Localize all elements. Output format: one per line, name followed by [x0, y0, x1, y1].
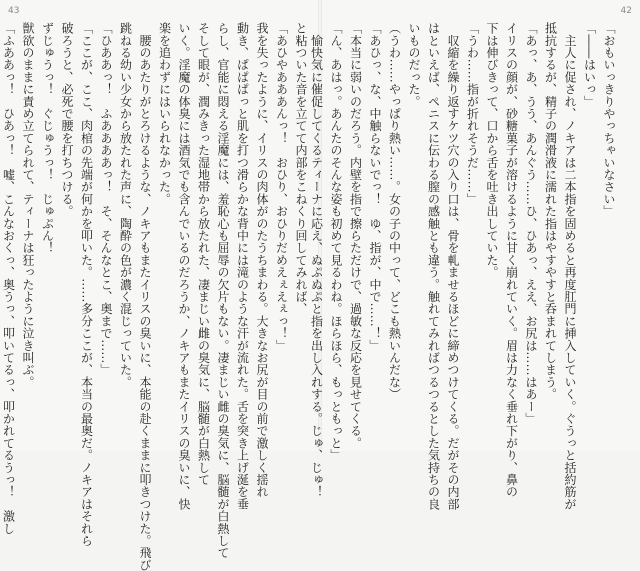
left-page-text	[1, 22, 310, 571]
text-line: 愉快気に催促してくるティーナに応え、ぬぷぬぷと指を出し入れする。じゅ、じゅ！	[309, 22, 324, 498]
text-line: 「あひやあああんっ！ おひり、おひりだめえぇえぇっ！」	[274, 22, 289, 352]
text-line: 「おもいっきりやっちゃいなさい」	[602, 22, 616, 218]
text-line: 腰のあたりがとろけるような、ノキアもまたイリスの臭いに、本能の赴くままに叩きつけた。飛び	[138, 22, 152, 571]
text-line: 「――はいっ」	[582, 22, 597, 108]
text-line: イリスの顔が、砂糖菓子が溶けるように甘く崩れていく。眉は力なく垂れ下がり、鼻の	[504, 22, 519, 498]
text-line: と粘ついた音を立てて内部をこねくり回してみれば、	[294, 22, 308, 315]
text-line: 獣欲のままに責め立てられて、ティーナは狂ったように泣き叫ぶ。	[21, 22, 35, 388]
text-line: 跳ねる幼い少女から放たれた声に、陶酔の色が濃く混じっていた。	[118, 22, 133, 388]
text-line: 収縮を繰り返すケツ穴の入り口は、骨を軋ませるほどに締めつけてくる。だがその内部	[446, 22, 460, 510]
text-line: 抵抗するが、精子の潤滑液に濡れた指はやすやすと呑まれてしまう。	[543, 22, 558, 401]
text-line: 「あっ、あ、うう、あんぐう……ひ、ひあっ、ええ、お尻は……はあー」	[524, 22, 538, 425]
text-line: 「ひああっ！ ふああああっ！ そ、そんなとこ、奥まで……」	[99, 22, 113, 376]
text-line: いものだった。	[407, 22, 421, 108]
text-line: らし、官能に悶える淫魔には、羞恥心も屈辱の欠片もない。凄まじい雌の臭気に、脳髄が白熱して	[216, 22, 230, 559]
text-line: 「ふああっ！ ひあっ！ 嘘、こんなおくっ、奥うっ、叩いてるっ、叩かれてるうっ！ 激し	[1, 22, 16, 535]
page-number-right: 42	[620, 6, 632, 16]
text-line: 破ろうと、必死で腰を打ちつける。	[60, 22, 74, 218]
text-line: いく。淫魔の体臭には酒気でも含んでいるのだろうか、ノキアもまたイリスの臭いに、快	[177, 22, 191, 510]
text-line: 「あひっ、な、中触らないでっ！ ゆ、指が、中で……！」	[368, 22, 382, 352]
text-line: （うわ……やっぱり熱い……。女の子の中って、どこも熱いんだな）	[387, 22, 402, 401]
text-line: 我を失ったように、イリスの肉体がのたうちまわる。大きなお尻が目の前で激しく揺れ	[255, 22, 269, 498]
text-line: そして眼が、潤みきった湿地帯から放たれた、凄まじい雌の臭気に、脳髄が白熱して	[196, 22, 211, 486]
page-number-left: 43	[8, 6, 20, 16]
text-line: 「ここが、ここ、肉棺の先端が何かを叩いた。……多分ここが、本当の最奥だ。ノキアはそれら	[79, 22, 94, 547]
text-line: はといえば、ペニスに伝わる膣の感触とも違う。触れてみればつるつるとした気持ちの良	[426, 22, 441, 510]
text-line: 楽を追わずにはいられなかった。	[157, 22, 172, 205]
text-line: 「ん、あはっ。あんたのそんな姿も初めて見るわね。ほらほら、もっともっと」	[329, 22, 343, 462]
text-line: 動き、ぱぱぱっと肌を打つ滑らかな背中には滝のような汗が流れた。舌を突き上げ涎を垂	[235, 22, 250, 511]
right-page	[309, 0, 640, 510]
text-line: 「本当に弱いのだろう。内壁を指で擦らただけで、過敏な反応を見せてくる。	[348, 22, 363, 449]
right-page-text	[309, 22, 618, 510]
text-line: 主人に促され、ノキアは二本指を固めると再度肛門に挿入していく。ぐうっと括約筋が	[563, 22, 577, 510]
text-line: 下は伸びきって、口から舌を吐き出していた。	[485, 22, 499, 279]
text-line: 「うわ……指が折れそうだ……」	[465, 22, 480, 205]
text-line: ずじゅうっ！ ぐじゅうっ！ じゅぷん！	[40, 22, 55, 254]
